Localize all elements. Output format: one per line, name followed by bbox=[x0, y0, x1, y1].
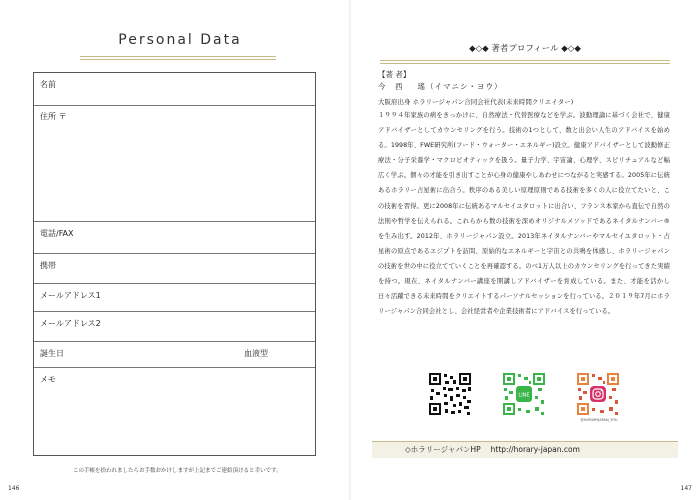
birthday-label: 誕生日 bbox=[40, 349, 64, 358]
email2-label: メールアドレス2 bbox=[40, 319, 101, 328]
author-surname: 今 西 bbox=[378, 82, 404, 91]
title-rule bbox=[80, 59, 276, 60]
svg-text:LINE: LINE bbox=[518, 392, 530, 399]
qr-code-icon[interactable] bbox=[428, 372, 472, 416]
instagram-qr-code-icon[interactable] bbox=[576, 372, 620, 416]
phone-label: 電話/FAX bbox=[40, 229, 74, 238]
homepage-line bbox=[405, 444, 580, 455]
mobile-label: 携帯 bbox=[40, 261, 56, 270]
memo-row[interactable] bbox=[34, 367, 315, 456]
birthday-row[interactable] bbox=[34, 341, 315, 368]
instagram-handle: @HORARYJAPAN_YOU bbox=[580, 418, 618, 422]
email1-row[interactable] bbox=[34, 283, 315, 312]
author-name bbox=[378, 81, 503, 92]
author-label: 【著 者】 bbox=[378, 70, 411, 79]
personal-data-form bbox=[33, 72, 316, 456]
page-number-right: 147 bbox=[680, 485, 692, 492]
right-page bbox=[350, 0, 700, 500]
author-affiliation: 大阪府出身 ホラリージャパン合同会社代表(未来時間クリエイター) bbox=[378, 98, 574, 106]
homepage-url-link[interactable]: http://horary-japan.com bbox=[490, 445, 580, 454]
email2-row[interactable] bbox=[34, 311, 315, 342]
blood-type-label: 血液型 bbox=[244, 349, 268, 358]
phone-row[interactable] bbox=[34, 221, 315, 254]
line-qr-code-icon[interactable] bbox=[502, 372, 546, 416]
bio-text: １９９４年家族の病をきっかけに、自然療法・代替医療などを学ぶ。波動理論に基づく会社で、健康アドバイザーとしてカウンセリングを行う。技術の1つとして、数と出会い人生のアドバイスを始める。1998年、FWE研究所(フード・ウォーター・エネルギー)設立。健康アドバイザーとして波動修正療法・分子栄養学・マクロビオティックを扱う。量子力学、宇宙論、心理学、スピリチュアルなど幅広く学ぶ。個々の才能を引き出すことが心身の健康やしあわせにつながると実感する。2005年に伝統あるホラリー占星術に出合う。秩序のある美しい原理原則である技術を多くの人に役立てたいと、この技術を習得。更に2008年に伝統あるマルセイユタロットに出合い、フランス本家から直伝で自然の法則や哲学を伝えられる。これらから数の技術を深めオリジナルメソッドであるネイタルナンバー®を生み出す。2012年、ホラリージャパン設立。2013年ネイタルナンバーやマルセイユタロット・占星術の原点であるエジプトを訪問、原始的なエネルギーと宇宙との共鳴を体感し、ホラリージャパンの技術を世の中に役立てていくことを再確認する。のべ1万人以上のカウンセリングを行ってきた実績を持つ。現在、ネイタルナンバー講座を開講しアドバイザーを育成している。また、才能を活かし日々活躍できる未来時間をクリエイトするパーソナルセッションを行っている。２０１９年7月にホラリージャパン合同会社とし、会社経営者や企業技術者にアドバイスを行っている。 bbox=[378, 112, 670, 316]
address-row[interactable] bbox=[34, 105, 315, 222]
personal-data-title: Personal Data bbox=[118, 32, 242, 48]
homepage-label: ◇ホラリージャパンHP bbox=[405, 445, 481, 454]
name-label: 名前 bbox=[40, 80, 56, 89]
header-rule bbox=[380, 60, 670, 61]
mobile-row[interactable] bbox=[34, 253, 315, 284]
email1-label: メールアドレス1 bbox=[40, 291, 101, 300]
page-number-left: 146 bbox=[8, 485, 20, 492]
author-bio bbox=[378, 108, 670, 319]
name-row[interactable] bbox=[34, 73, 315, 105]
profile-header: ◆◇◆ 著者プロフィール ◆◇◆ bbox=[469, 44, 581, 54]
author-given-name: 瑤（イマニシ・ヨウ） bbox=[417, 82, 503, 91]
title-rule bbox=[80, 56, 276, 57]
memo-label: メモ bbox=[40, 375, 56, 384]
header-rule bbox=[380, 63, 670, 64]
address-label: 住所 〒 bbox=[40, 112, 67, 121]
return-note: この手帳を拾われましたらお手数おかけしますが上記までご連絡頂けると幸いです。 bbox=[73, 468, 282, 474]
